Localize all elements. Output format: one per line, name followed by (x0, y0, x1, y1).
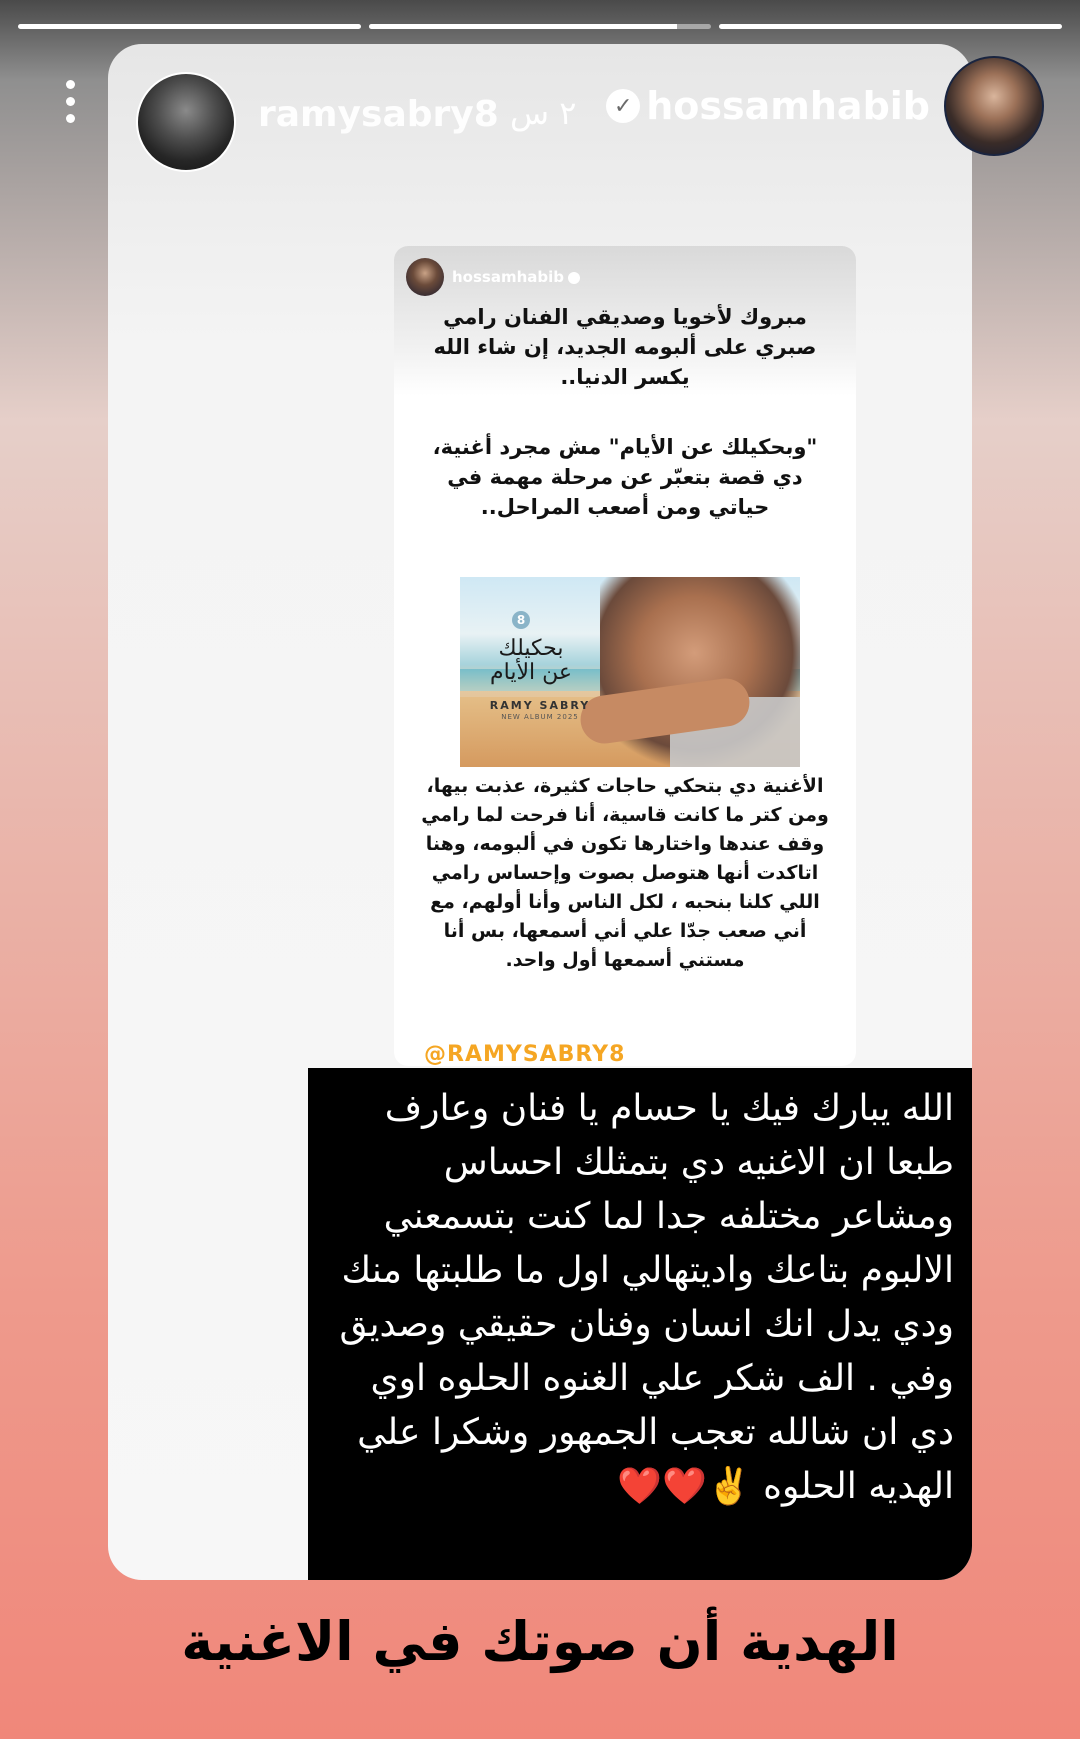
mention-sticker[interactable]: @RAMYSABRY8 (424, 1042, 626, 1066)
shared-post-handle-text: hossamhabib (452, 268, 565, 286)
post-paragraph-2: "وبحكيلك عن الأيام" مش مجرد أغنية، دي قصة بتعبّر عن مرحلة مهمة في حياتي ومن أصعب المراحل.. (432, 435, 818, 519)
verified-badge-icon: ✓ (606, 89, 640, 123)
reposter-avatar[interactable] (136, 72, 236, 172)
reply-text-box: الله يبارك فيك يا حسام يا فنان وعارف طبعا ان الاغنيه دي بتمثلك احساس ومشاعر مختلفه جدا لما كنت بتسمعني الالبوم بتاعك واديتهالي اول ما طلبتها منك ودي يدل انك انسان وفنان حقيقي وصديق وفي . الف شكر علي الغنوه الحلوه اوي دي ان شالله تعجب الجمهور وشكرا علي الهديه الحلوه ✌️❤️❤️ (308, 1068, 972, 1580)
story-caption: الهدية أن صوتك في الاغنية (181, 1610, 899, 1673)
shared-post[interactable] (394, 246, 856, 1066)
owner-avatar[interactable] (944, 56, 1044, 156)
reposted-story-card (108, 44, 972, 1580)
shared-post-handle (452, 268, 580, 286)
album-subtitle: NEW ALBUM 2025 (501, 713, 579, 721)
story-timestamp: ٢ س (510, 94, 577, 132)
progress-fill (18, 24, 361, 29)
album-artist: RAMY SABRY (489, 699, 591, 712)
progress-fill (369, 24, 677, 29)
progress-segment (369, 24, 712, 29)
story-owner[interactable] (606, 58, 1044, 154)
verified-icon (568, 272, 580, 284)
shared-post-avatar (406, 258, 444, 296)
post-paragraph-1: مبروك لأخويا وصديقي الفنان رامي صبري على ألبومه الجديد، إن شاء الله يكسر الدنيا.. (433, 305, 817, 389)
post-paragraph-3: الأغنية دي بتحكي حاجات كثيرة، عذبت بيها، ومن كتر ما كانت قاسية، أنا فرحت لما رامي وقف عندها واختارها تكون في ألبومه، وهنا اتاكدت أنها هتوصل بصوت وإحساس رامي اللي كلنا بنحبه ، لكل الناس وأنا أولهم، مع أني صعب جدّا علي أني أسمعها، بس أنا مستني أسمعها أول واحد. (421, 775, 829, 971)
story-progress-bar (18, 24, 1062, 29)
progress-fill (719, 24, 1062, 29)
reposter-handle[interactable]: ramysabry8 (258, 94, 499, 135)
more-options-icon[interactable] (60, 80, 80, 130)
album-badge: 8 (512, 611, 530, 629)
progress-segment (719, 24, 1062, 29)
album-cover-image (460, 577, 800, 767)
progress-segment (18, 24, 361, 29)
album-title: بحكيلك عن الأيام (490, 636, 572, 685)
owner-handle[interactable]: hossamhabib (646, 84, 930, 128)
